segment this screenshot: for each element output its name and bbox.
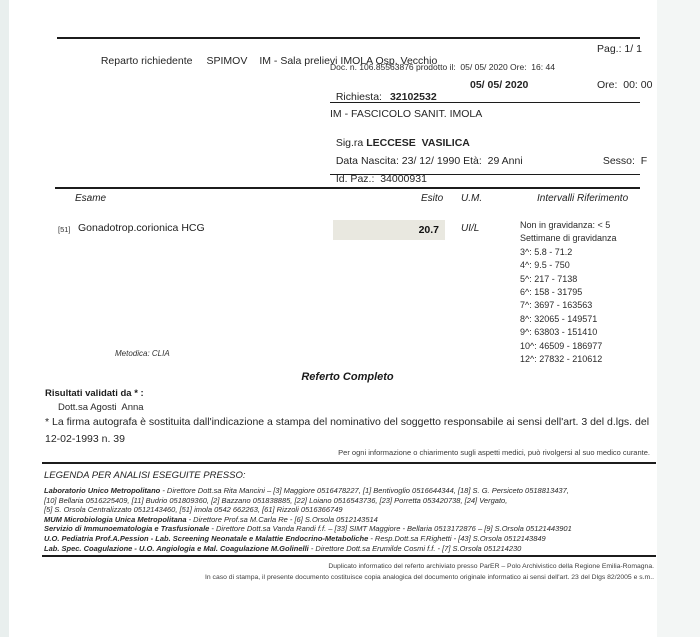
fascicolo-line: IM - FASCICOLO SANIT. IMOLA xyxy=(330,108,483,120)
legend-entry: Lab. Spec. Coagulazione - U.O. Angiologia e Mal. Coagulazione M.Golinelli - Direttore Dott.sa Erumilde Cosmi f.f. - [7] S.Orsola 051214230 xyxy=(44,543,522,553)
page-number: Pag.: 1/ 1 xyxy=(597,43,642,55)
legend-entry: U.O. Pediatria Prof.A.Pession - Lab. Screening Neonatale e Malattie Endocrino-Metaboliche - Resp.Dott.sa F.Righetti - [43] S.Orsola 0512143849 xyxy=(44,533,546,543)
reference-line: 3^: 5.8 - 71.2 xyxy=(520,246,573,257)
patient-id-line xyxy=(330,161,427,185)
report-title: Referto Completo xyxy=(301,371,394,383)
age-value: 29 Anni xyxy=(484,155,523,167)
legend-top-rule xyxy=(42,462,656,464)
reference-line: 9^: 63803 - 151410 xyxy=(520,327,598,338)
patient-name: LECCESE VASILICA xyxy=(366,137,470,149)
reference-line: 8^: 32065 - 149571 xyxy=(520,313,598,324)
result-value: 20.7 xyxy=(418,224,439,236)
col-header-esito: Esito xyxy=(421,193,444,204)
reparto-desc: IM - Sala prelievi IMOLA Osp. Vecchio xyxy=(259,55,438,67)
reference-line: 4^: 9.5 - 750 xyxy=(520,260,570,271)
doc-number-line: Doc. n. 106.85563876 prodotto il: 05/ 05/ 2020 Ore: 16: 44 xyxy=(330,62,555,72)
reparto-label: Reparto richiedente xyxy=(100,55,193,67)
sex-value: F xyxy=(637,155,648,167)
archive-footer-line2: In caso di stampa, il presente documento costituisce copia analogica del documento originale informatico ai sensi dell'art. 23 del Dlgs 82/2005 e s.m.. xyxy=(204,574,654,581)
page-left-edge xyxy=(0,0,9,637)
exam-name: Gonadotrop.corionica HCG xyxy=(78,222,205,234)
validator-name: Dott.sa Agosti Anna xyxy=(58,402,144,413)
reference-intervals xyxy=(520,219,685,366)
reference-line: 12^: 27832 - 210612 xyxy=(520,354,603,365)
legend-entry: [5] S. Orsola Centralizzato 0512143460, [51] imola 0542 662263, [61] Rizzoli 0516366749 xyxy=(44,505,343,515)
signature-note-line2: 12-02-1993 n. 39 xyxy=(45,433,125,445)
validated-by-label: Risultati validati da * : xyxy=(45,388,144,399)
reference-line: Non in gravidanza: < 5 xyxy=(520,220,611,230)
reference-line: 7^: 3697 - 163563 xyxy=(520,300,593,311)
col-header-intervalli: Intervalli Riferimento xyxy=(537,193,629,204)
col-header-um: U.M. xyxy=(461,193,483,204)
archive-footer xyxy=(34,561,654,583)
legend-entry: [10] Bellaria 0516225409, [11] Budrio 051809360, [2] Bazzano 051838885, [22] Loiano 0516543736, [23] Porretta 053420738, [24] Vergato, xyxy=(44,495,508,505)
birth-value: 23/ 12/ 1990 xyxy=(401,155,461,167)
legend-title: LEGENDA PER ANALISI ESEGUITE PRESSO: xyxy=(44,470,246,481)
birth-label: Data Nascita: xyxy=(335,155,402,167)
legend-entry: Laboratorio Unico Metropolitano - Direttore Dott.sa Rita Mancini – [3] Maggiore 0516478227, [1] Bentivoglio 0516644344, [18] S. G. Persiceto 0518813437, xyxy=(44,486,569,495)
richiesta-label: Richiesta: xyxy=(335,91,382,103)
sex-line xyxy=(597,143,647,167)
richiesta-ore: Ore: 00: 00 xyxy=(597,79,653,91)
archive-footer-line1: Duplicato informatico del referto archiviato presso ParER – Polo Archivistico della Regione Emilia-Romagna. xyxy=(328,563,654,570)
sex-label: Sesso: xyxy=(602,155,638,167)
reference-line: Settimane di gravidanza xyxy=(520,233,617,244)
richiesta-date: 05/ 05/ 2020 xyxy=(470,79,529,91)
signature-note-line1: * La firma autografa è sostituita dall'indicazione a stampa del nominativo del soggetto responsabile ai sensi dell'art. 3 del d.lgs. del xyxy=(45,416,650,428)
richiesta-line xyxy=(330,79,437,103)
age-label: Età: xyxy=(460,155,485,167)
reference-line: 10^: 46509 - 186977 xyxy=(520,340,603,351)
patient-id-value: 34000931 xyxy=(377,173,427,185)
result-value-box xyxy=(333,220,445,240)
col-header-esame: Esame xyxy=(75,193,107,204)
unit-of-measure: UI/L xyxy=(461,223,480,234)
richiesta-number: 32102532 xyxy=(389,91,437,103)
method-note: Metodica: CLIA xyxy=(115,349,170,358)
legend-list xyxy=(44,486,654,553)
reparto-code: SPIMOV xyxy=(206,55,248,67)
top-rule xyxy=(57,37,640,39)
patient-id-label: Id. Paz.: xyxy=(335,173,378,185)
legend-entry: Servizio di Immunoematologia e Trasfusionale - Direttore Dott.sa Vanda Randi f.f. – [33] SIMT Maggiore - Bellaria 0513172876 – [9] S.Orsola 05121443901 xyxy=(44,524,572,534)
reference-line: 6^: 158 - 31795 xyxy=(520,287,583,298)
reference-line: 5^: 217 - 7138 xyxy=(520,273,578,284)
exam-code: [51] xyxy=(58,225,71,234)
medical-info-note: Per ogni informazione o chiarimento sugli aspetti medici, può rivolgersi al suo medico curante. xyxy=(338,448,650,457)
footer-top-rule xyxy=(42,555,656,557)
legend-entry: MUM Microbiologia Unica Metropolitana - Direttore Prof.sa M.Carla Re - [6] S.Orsola 0512143514 xyxy=(44,514,378,524)
patient-title: Sig.ra xyxy=(335,137,367,149)
table-top-rule xyxy=(55,187,640,189)
